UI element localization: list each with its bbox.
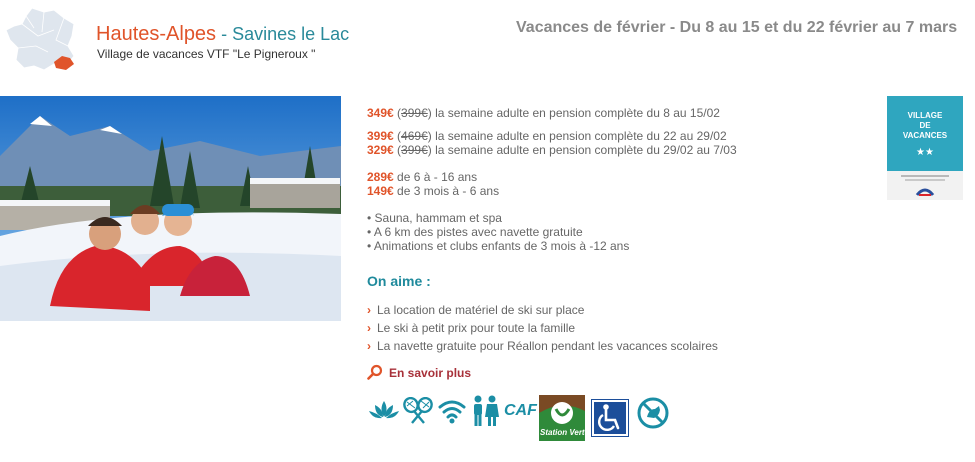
chevron-right-icon: › — [367, 321, 371, 335]
offer-line-3: 329€ (399€) la semaine adulte en pension complète du 29/02 au 7/03 — [367, 143, 737, 157]
badge-line: VILLAGE — [907, 111, 943, 120]
like-item — [367, 303, 584, 317]
offer-old-price: 399€ — [401, 143, 428, 157]
offer-text: la semaine adulte en pension complète du 29/02 au 7/03 — [431, 143, 737, 157]
france-map-icon — [4, 6, 80, 74]
station-verte-label: Station Verte — [540, 428, 590, 437]
offer-line-1: 349€ (399€) la semaine adulte en pension complète du 8 au 15/02 — [367, 106, 720, 120]
like-item — [367, 339, 718, 353]
more-info-link[interactable] — [367, 364, 471, 380]
like-text: Le ski à petit prix pour toute la famille — [377, 321, 576, 335]
village-vacances-badge — [887, 96, 963, 200]
magnifier-icon — [367, 364, 383, 380]
offer-old-price: 469€ — [401, 129, 428, 143]
caf-logo: CAF — [504, 402, 537, 419]
vacation-dates: Vacances de février - Du 8 au 15 et du 22 février au 7 mars — [516, 19, 958, 36]
offer-text: la semaine adulte en pension complète du 22 au 29/02 — [431, 129, 727, 143]
more-info-label: En savoir plus — [389, 366, 472, 380]
offer-old-price: 399€ — [401, 106, 428, 120]
child-price: 149€ — [367, 184, 394, 198]
child-price-line-2 — [367, 184, 499, 198]
village-subtitle: Village de vacances VTF "Le Pigneroux " — [97, 47, 316, 61]
town-name: Savines le Lac — [232, 24, 350, 44]
child-age-range: de 6 à - 16 ans — [393, 170, 478, 184]
badge-line: VACANCES — [902, 131, 948, 140]
offer-price: 399€ — [367, 129, 394, 143]
child-price: 289€ — [367, 170, 394, 184]
family-snow-photo — [0, 96, 341, 321]
no-pets-icon — [637, 397, 669, 429]
station-verte-logo — [539, 395, 590, 441]
family-icon — [471, 395, 499, 427]
child-price-line-1 — [367, 170, 477, 184]
like-text: La navette gratuite pour Réallon pendant les vacances scolaires — [377, 339, 718, 353]
offer-line-2: 399€ (469€) la semaine adulte en pension complète du 22 au 29/02 — [367, 129, 727, 143]
feature-item: • Sauna, hammam et spa — [367, 211, 502, 225]
offer-text: la semaine adulte en pension complète du 8 au 15/02 — [431, 106, 720, 120]
offer-price: 329€ — [367, 143, 394, 157]
chevron-right-icon: › — [367, 303, 371, 317]
wheelchair-icon — [591, 399, 629, 437]
likes-title: On aime : — [367, 273, 431, 289]
chevron-right-icon: › — [367, 339, 371, 353]
tennis-icon — [402, 397, 434, 425]
page-title — [96, 23, 349, 46]
badge-line: DE — [919, 121, 931, 130]
wifi-icon — [437, 398, 467, 424]
like-item — [367, 321, 575, 335]
title-separator: - — [216, 24, 233, 44]
region-name: Hautes-Alpes — [96, 23, 217, 45]
feature-item: • A 6 km des pistes avec navette gratuite — [367, 225, 583, 239]
like-text: La location de matériel de ski sur place — [377, 303, 585, 317]
badge-stars: ★★ — [916, 147, 934, 158]
offer-price: 349€ — [367, 106, 394, 120]
spa-lotus-icon — [369, 399, 399, 421]
feature-item: • Animations et clubs enfants de 3 mois à -12 ans — [367, 239, 630, 253]
child-age-range: de 3 mois à - 6 ans — [393, 184, 500, 198]
badge-footer — [887, 171, 963, 200]
